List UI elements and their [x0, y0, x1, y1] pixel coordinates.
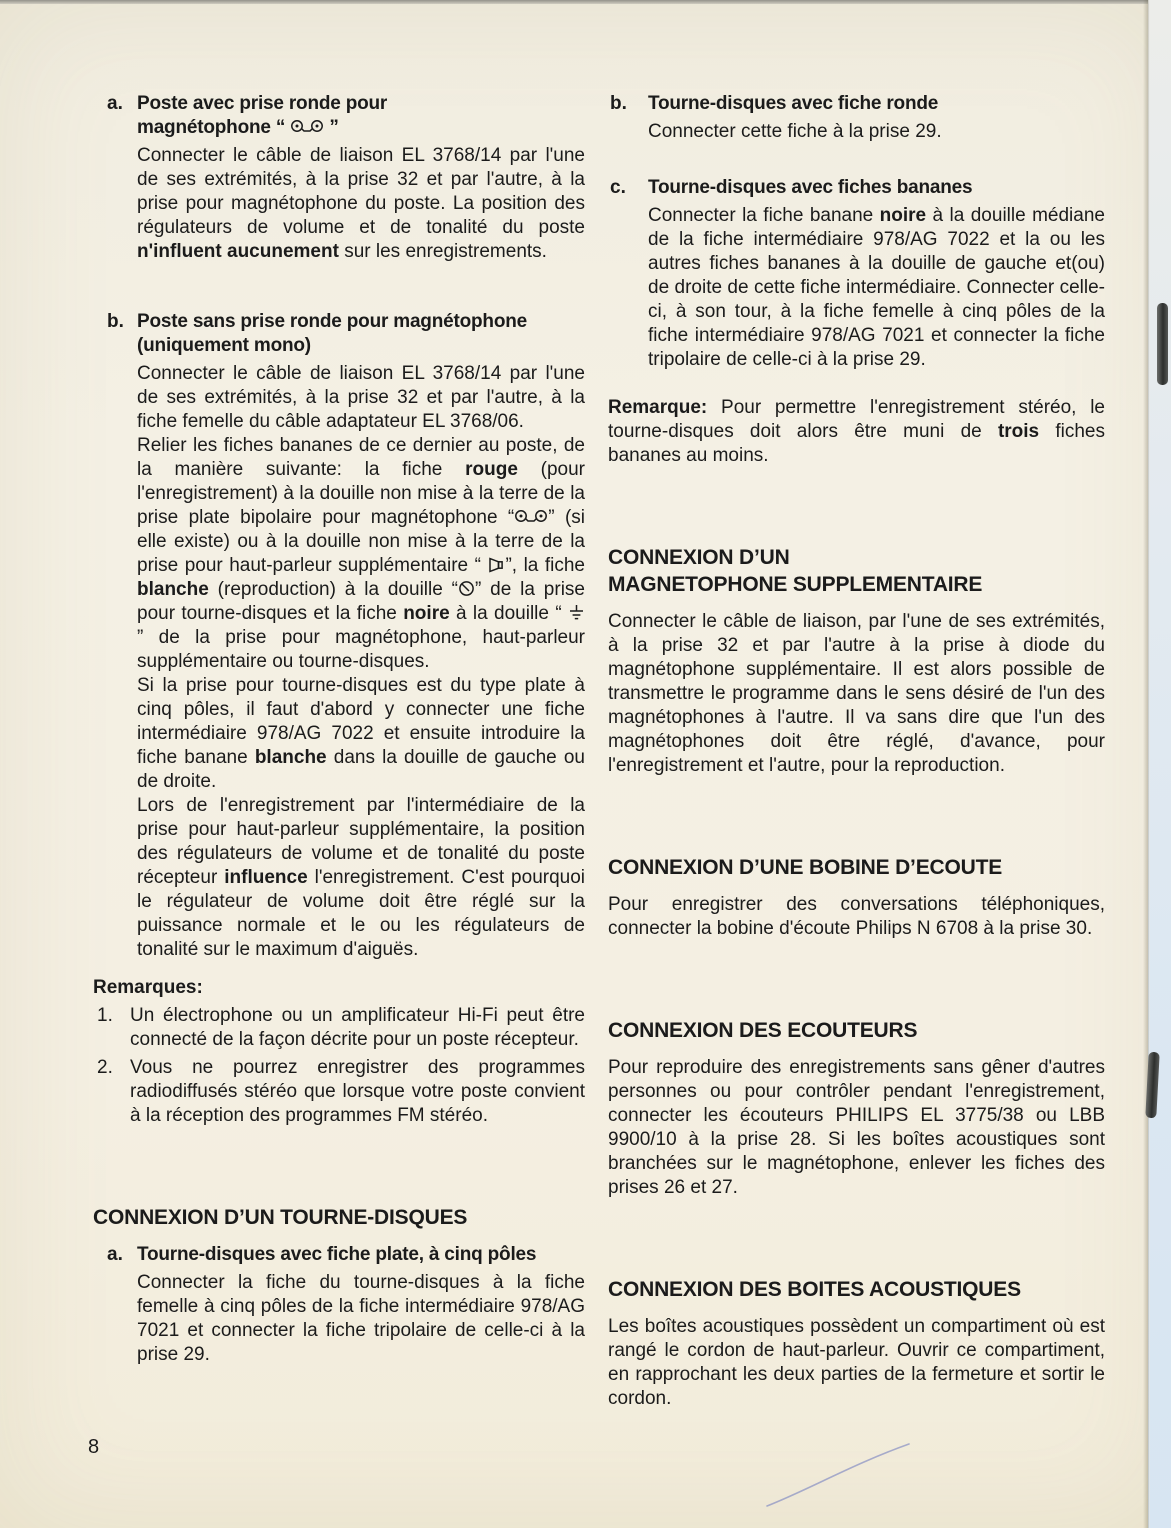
- item-title: Poste avec prise ronde pour magnétophone “ ”: [137, 93, 388, 138]
- numbered-list: [93, 1004, 585, 1128]
- list-number: 2.: [97, 1057, 113, 1078]
- section-title: CONNEXION D’UN MAGNETOPHONE SUPPLEMENTAIRE: [608, 546, 983, 596]
- item-title: Tourne-disques avec fiche plate, à cinq pôles: [137, 1244, 537, 1265]
- scan-top-edge: [0, 0, 1171, 4]
- scan-backing-strip: [1148, 0, 1171, 1528]
- section-title: CONNEXION D’UNE BOBINE D’ECOUTE: [608, 856, 1002, 879]
- lettered-item: [608, 176, 1105, 372]
- paragraph: Remarque: Pour permettre l'enregistrement stéréo, le tourne-disques doit alors être muni de trois fiches bananes au moins.: [608, 397, 1106, 466]
- lettered-item: [93, 310, 585, 962]
- section-title: CONNEXION DES BOITES ACOUSTIQUES: [608, 1278, 1021, 1301]
- item-letter: b.: [610, 93, 627, 114]
- lettered-item: [93, 1243, 585, 1367]
- lettered-item: [93, 92, 585, 264]
- item-letter: a.: [107, 1244, 123, 1265]
- paragraph: Lors de l'enregistrement par l'intermédiaire de la prise pour haut-parleur supplémentaire, la position des régulateurs de volume et de tonalité du poste récepteur influence l'enregistrement. C'est pourquoi le régulateur de volume doit être réglé sur la puissance normale et le ou les régulateurs de tonalité sur le maximum d'aiguës.: [137, 795, 586, 960]
- paragraph: Connecter cette fiche à la prise 29.: [648, 121, 942, 142]
- run-in-heading: Remarques:: [93, 977, 203, 998]
- section-title: CONNEXION D’UN TOURNE-DISQUES: [93, 1206, 468, 1229]
- list-item: [93, 1004, 585, 1052]
- list-text: Vous ne pourrez enregistrer des programmes radiodiffusés stéréo que lorsque votre poste convient à la réception des programmes FM stéréo.: [130, 1057, 585, 1126]
- tape-symbol-icon: [514, 506, 548, 530]
- page-number: 8: [88, 1436, 100, 1458]
- item-title: Tourne-disques avec fiche ronde: [648, 93, 939, 114]
- paragraph: Les boîtes acoustiques possèdent un compartiment où est rangé le cordon de haut-parleur. Ouvrir ce compartiment, en rapprochant les deux parties de la fermeture et sortir le cordon.: [608, 1316, 1105, 1409]
- paragraph: Connecter la fiche du tourne-disques à la fiche femelle à cinq pôles de la fiche intermédiaire 978/AG 7021 et connecter la fiche tripolaire de celle-ci à la prise 29.: [137, 1272, 585, 1365]
- list-number: 1.: [97, 1005, 113, 1026]
- turntable-symbol-icon: [458, 578, 475, 602]
- item-title: Poste sans prise ronde pour magnétophone (uniquement mono): [137, 311, 528, 356]
- section-title: CONNEXION DES ECOUTEURS: [608, 1019, 918, 1042]
- item-letter: a.: [107, 93, 123, 114]
- paragraph: Connecter le câble de liaison EL 3768/14 par l'une de ses extrémités, à la prise 32 et par l'autre, à la prise pour magnétophone du poste. La position des régulateurs de volume et de tonalité du poste n'influent aucunement sur les enregistrements.: [137, 145, 585, 262]
- staple-icon: [1157, 303, 1168, 385]
- right-column: [608, 92, 1105, 1411]
- tape-symbol-icon: [290, 116, 324, 140]
- paragraph: Pour enregistrer des conversations téléphoniques, connecter la bobine d'écoute Philips N 6708 à la prise 30.: [608, 894, 1105, 939]
- list-text: Un électrophone ou un amplificateur Hi-Fi peut être connecté de la façon décrite pour un poste récepteur.: [130, 1005, 585, 1050]
- left-column: [93, 92, 585, 1411]
- item-content: [137, 92, 585, 264]
- paragraph: Si la prise pour tourne-disques est du type plate à cinq pôles, il faut d'abord y connecter une fiche intermédiaire 978/AG 7022 et ensuite introduire la fiche banane blanche dans la douille de gauche ou de droite.: [137, 675, 586, 792]
- page-content: [93, 92, 1105, 1411]
- paragraph: Connecter la fiche banane noire à la douille médiane de la fiche intermédiaire 978/AG 7022 et la ou les autres fiches bananes à la douille de gauche et(ou) de droite de cette fiche intermédiaire. Connecter celle-ci, à son tour, à la fiche femelle à cinq pôles de la fiche intermédiaire 978/AG 7021 et connecter la fiche tripolaire de celle-ci à la prise 29.: [648, 205, 1105, 370]
- item-content: [648, 176, 1105, 372]
- item-content: [648, 92, 1105, 144]
- speaker-symbol-icon: [487, 554, 505, 578]
- ground-symbol-icon: [568, 602, 585, 626]
- page-edge-shadow: [1143, 0, 1150, 1528]
- paragraph: Relier les fiches bananes de ce dernier au poste, de la manière suivante: la fiche rouge (pour l'enregistrement) à la douille non mise à la terre de la prise plate bipolaire pour magnétophone “ ” (si elle existe) ou à la douille non mise à la terre de la prise pour haut-parleur supplémentaire “ ”, la fiche blanche (reproduction) à la douille “ ” de la prise pour tourne-disques et la fiche noire à la douille “ ” de la prise pour magnétophone, haut-parleur supplémentaire ou tourne-disques.: [137, 435, 586, 672]
- paragraph: Connecter le câble de liaison EL 3768/14 par l'une de ses extrémités, à la prise 32 et par l'autre, à la fiche femelle du câble adaptateur EL 3768/06.: [137, 363, 585, 432]
- paragraph: Pour reproduire des enregistrements sans gêner d'autres personnes ou pour contrôler pendant l'enregistrement, connecter les écouteurs PHILIPS EL 3775/38 ou LBB 9900/10 à la prise 28. Si les boîtes acoustiques sont branchées sur le magnétophone, enlever les fiches des prises 26 et 27.: [608, 1057, 1105, 1198]
- item-content: [137, 1243, 585, 1367]
- list-item: [93, 1056, 585, 1128]
- lettered-item: [608, 92, 1105, 144]
- paragraph: Connecter le câble de liaison, par l'une de ses extrémités, à la prise 32 et par l'autre à la prise à diode du magnétophone supplémentaire. Il est alors possible de transmettre le programme dans le sens désiré de l'un des magnétophones à l'autre. Il va sans dire que l'un des magnétophones doit être réglé, d'avance, pour l'enregistrement et l'autre, pour la reproduction.: [608, 611, 1105, 776]
- item-letter: c.: [610, 177, 626, 198]
- item-letter: b.: [107, 311, 124, 332]
- pen-mark: [763, 1440, 913, 1510]
- item-title: Tourne-disques avec fiches bananes: [648, 177, 973, 198]
- item-content: [137, 310, 585, 962]
